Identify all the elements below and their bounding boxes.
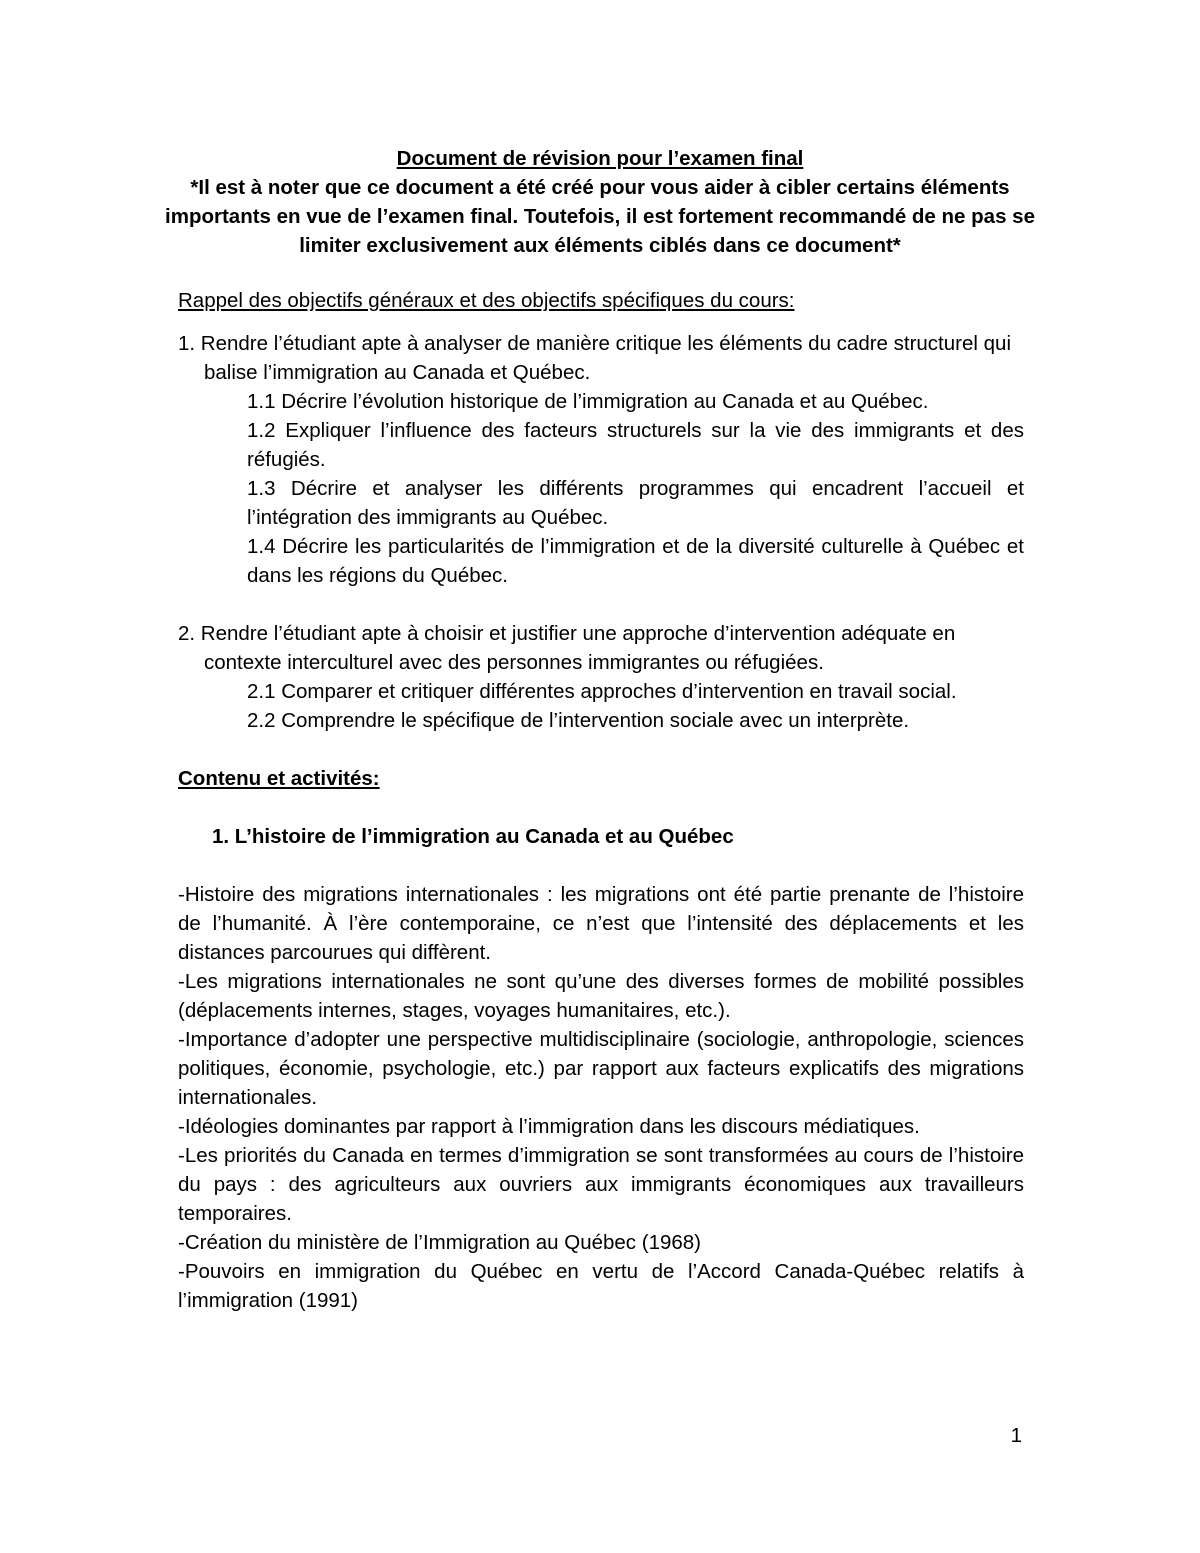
objective-item [178,329,1024,590]
topic-paragraph: -Histoire des migrations internationales : les migrations ont été partie prenante de l’histoire de l’humanité. À l’ère contemporaine, ce n’est que l’intensité des déplacements et les distances parcourues qui diffèrent. [178,883,1024,964]
sub-objective: 1.4 Décrire les particularités de l’immigration et de la diversité culturelle à Québec et dans les régions du Québec. [247,535,1024,587]
objective-text: 2. Rendre l’étudiant apte à choisir et justifier une approche d’intervention adéquate en contexte interculturel avec des personnes immigrantes ou réfugiées. [178,622,956,674]
objectives-list [178,329,1024,735]
document-header [150,144,1050,260]
topic-paragraph: -Les migrations internationales ne sont qu’une des diverses formes de mobilité possibles (déplacements internes, stages, voyages humanitaires, etc.). [178,970,1024,1022]
objectives-heading: Rappel des objectifs généraux et des objectifs spécifiques du cours: [178,289,795,312]
sub-objective: 2.2 Comprendre le spécifique de l’intervention sociale avec un interprète. [247,709,910,732]
topic-paragraphs [178,880,1024,1315]
topic-paragraph: -Idéologies dominantes par rapport à l’immigration dans les discours médiatiques. [178,1115,920,1138]
sub-objective: 1.2 Expliquer l’influence des facteurs structurels sur la vie des immigrants et des réfugiés. [247,419,1024,471]
topic-paragraph: -Création du ministère de l’Immigration au Québec (1968) [178,1231,702,1254]
topic-paragraph: -Importance d’adopter une perspective multidisciplinaire (sociologie, anthropologie, sciences politiques, économie, psychologie, etc.) par rapport aux facteurs explicatifs des migrations internationales. [178,1028,1024,1109]
document-note: *Il est à noter que ce document a été créé pour vous aider à cibler certains éléments importants en vue de l’examen final. Toutefois, il est fortement recommandé de ne pas se limiter exclusivement aux éléments ciblés dans ce document* [165,176,1035,257]
page-number: 1 [1010,1424,1022,1447]
objective-item [178,619,1024,735]
document-title: Document de révision pour l’examen final [396,147,804,170]
content-heading: Contenu et activités: [178,767,380,790]
sub-objective: 1.3 Décrire et analyser les différents programmes qui encadrent l’accueil et l’intégration des immigrants au Québec. [247,477,1024,529]
sub-objective: 1.1 Décrire l’évolution historique de l’immigration au Canada et au Québec. [247,390,929,413]
document-body [178,286,1024,1315]
sub-objective: 2.1 Comparer et critiquer différentes approches d’intervention en travail social. [247,680,957,703]
topic-paragraph: -Pouvoirs en immigration du Québec en vertu de l’Accord Canada-Québec relatifs à l’immigration (1991) [178,1260,1024,1312]
topic-heading: 1. L’histoire de l’immigration au Canada et au Québec [212,825,734,848]
objective-text: 1. Rendre l’étudiant apte à analyser de manière critique les éléments du cadre structurel qui balise l’immigration au Canada et Québec. [178,332,1011,384]
topic-paragraph: -Les priorités du Canada en termes d’immigration se sont transformées au cours de l’histoire du pays : des agriculteurs aux ouvriers aux immigrants économiques aux travailleurs temporaires. [178,1144,1024,1225]
